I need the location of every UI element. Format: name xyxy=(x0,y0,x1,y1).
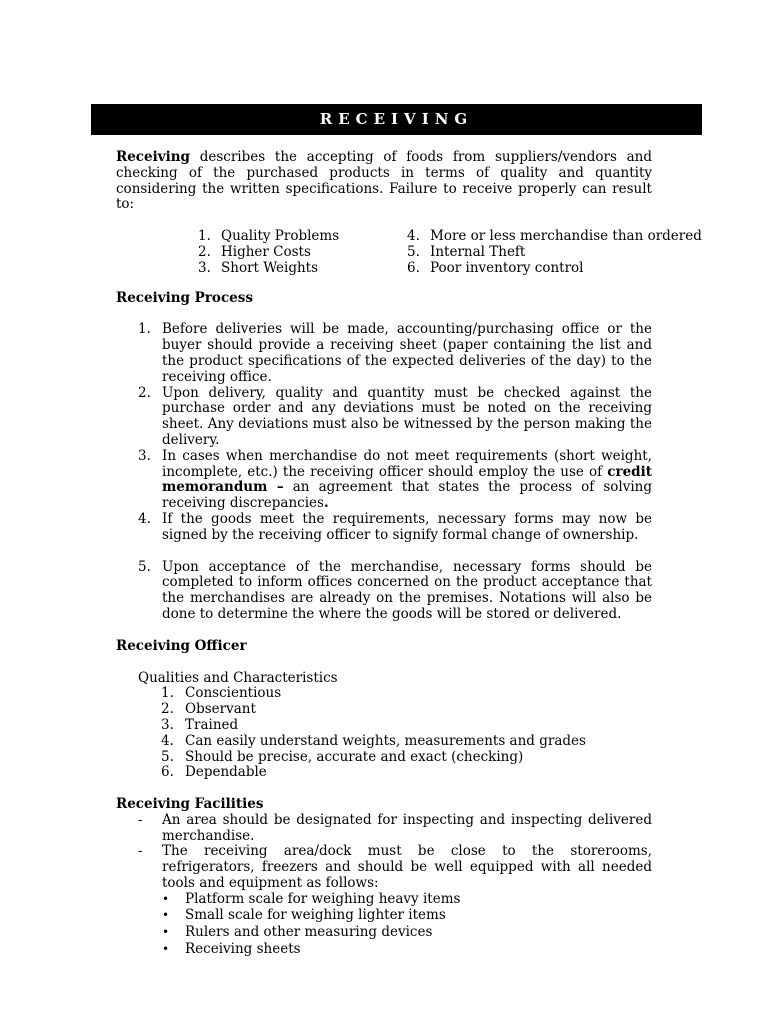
list-item: 4. More or less merchandise than ordered xyxy=(407,228,702,245)
section-heading-officer: Receiving Officer xyxy=(116,637,247,654)
bullet-icon: • xyxy=(162,941,170,956)
intro-term: Receiving xyxy=(116,149,190,165)
list-item: 5. Internal Theft xyxy=(407,243,526,260)
equipment-bullet-list xyxy=(162,892,652,958)
list-item: 3. Short Weights xyxy=(198,259,319,276)
list-item: • Rulers and other measuring devices xyxy=(162,924,433,941)
intro-paragraph xyxy=(116,150,652,213)
process-list xyxy=(138,322,652,622)
list-item: 1. Quality Problems xyxy=(198,228,340,245)
bullet-icon: • xyxy=(162,908,170,923)
document-body xyxy=(116,149,702,958)
list-item: - The receiving area/dock must be close to the storerooms, refrigerators, freezers and should be well equipped with all needed tools and equipment as follows: xyxy=(138,843,652,892)
list-item: 5. Upon acceptance of the merchandise, necessary forms should be completed to inform offices concerned on the product acceptance that the merchandises are already on the premises. Notations will also be done to determine the where the goods will be stored or delivered. xyxy=(138,558,652,622)
qualities-list xyxy=(161,686,652,781)
page-title-banner: RECEIVING xyxy=(91,104,702,135)
list-item: 2. Observant xyxy=(161,701,256,718)
list-item: • Platform scale for weighing heavy items xyxy=(162,890,461,907)
bullet-icon: • xyxy=(162,891,170,906)
list-item: 4. If the goods meet the requirements, necessary forms may now be signed by the receiving officer to signify formal change of ownership. xyxy=(138,510,652,543)
bullet-icon: • xyxy=(162,925,170,940)
list-item: - An area should be designated for inspecting and inspecting delivered merchandise. xyxy=(138,811,652,844)
list-item: • Receiving sheets xyxy=(162,940,301,957)
credit-memorandum-term: credit memorandum – xyxy=(162,463,652,496)
list-item: • Small scale for weighing lighter items xyxy=(162,907,446,924)
list-item: 2. Higher Costs xyxy=(198,243,311,260)
list-item: 3. Trained xyxy=(161,716,239,733)
failure-results-list xyxy=(198,228,702,276)
section-heading-process: Receiving Process xyxy=(116,289,253,306)
facilities-list xyxy=(138,813,652,892)
list-item: 6. Poor inventory control xyxy=(407,259,584,276)
section-heading-facilities: Receiving Facilities xyxy=(116,796,264,813)
list-item: 1. Conscientious xyxy=(161,685,282,702)
list-item: 3. In cases when merchandise do not meet requirements (short weight, incomplete, etc.) the receiving officer should employ the use of credit memorandum – an agreement that states the process of solving receiving discrepancies. xyxy=(138,447,653,512)
list-item: 2. Upon delivery, quality and quantity must be checked against the purchase order and any deviations must be noted on the receiving sheet. Any deviations must also be witnessed by the person making the delivery. xyxy=(138,384,652,448)
list-item: 4. Can easily understand weights, measurements and grades xyxy=(161,732,586,749)
qualities-subheading: Qualities and Characteristics xyxy=(138,669,338,686)
list-item: 5. Should be precise, accurate and exact (checking) xyxy=(161,748,524,765)
list-item: 1. Before deliveries will be made, accounting/purchasing office or the buyer should provide a receiving sheet (paper containing the list and the product specifications of the expected deliveries of the day) to the receiving office. xyxy=(138,321,652,385)
list-item: 6. Dependable xyxy=(161,764,267,781)
intro-text: describes the accepting of foods from suppliers/vendors and checking of the purchased products in terms of quality and quantity considering the written specifications. Failure to receive properly can result to: xyxy=(116,149,652,213)
